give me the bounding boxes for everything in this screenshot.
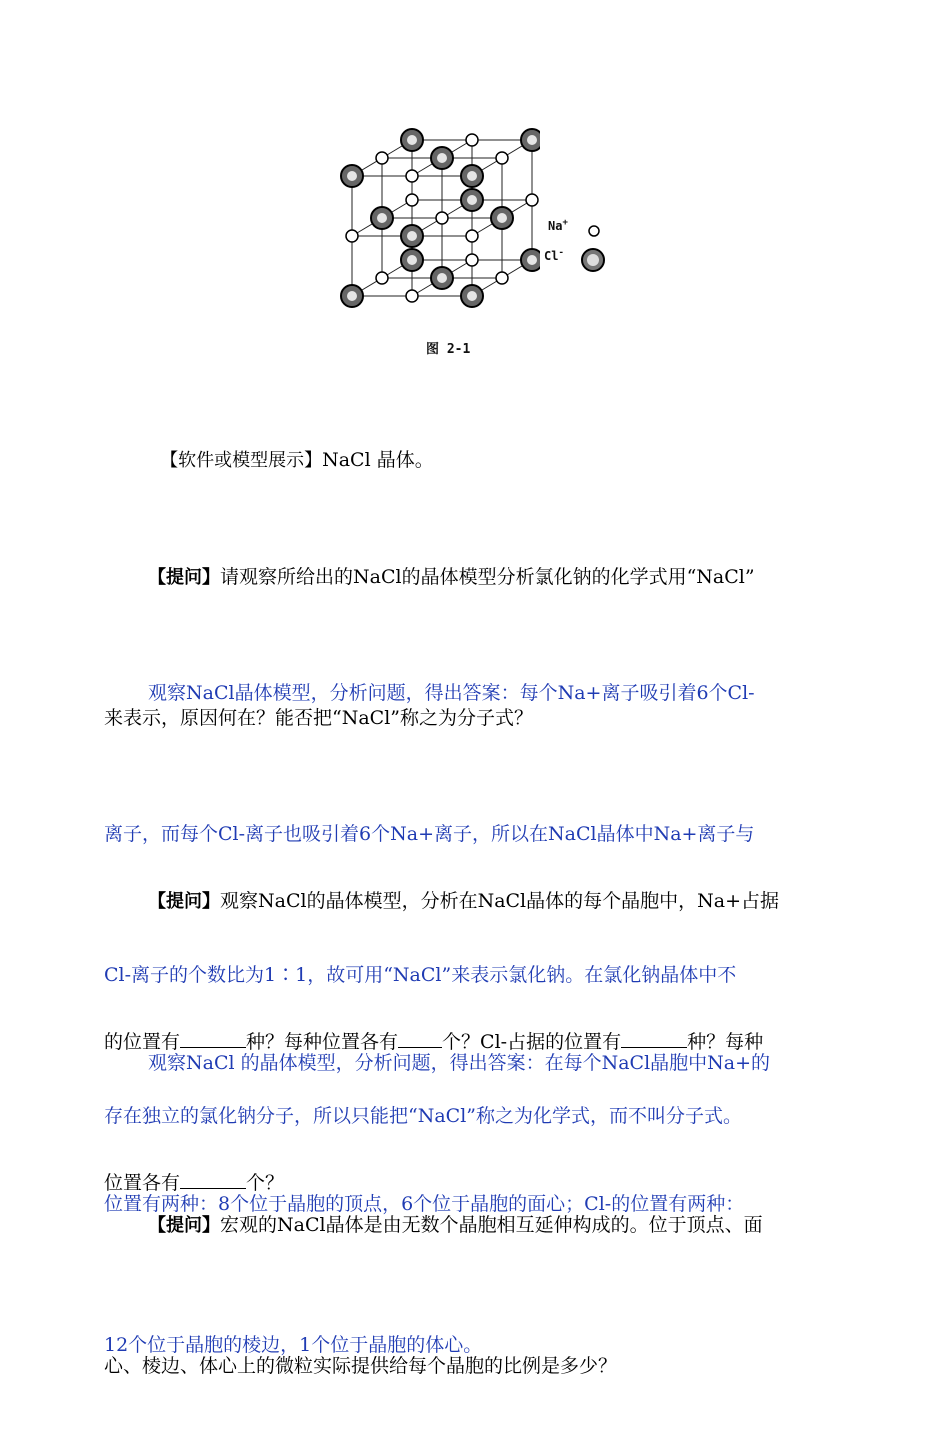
na-ion bbox=[466, 134, 478, 146]
na-ion bbox=[496, 152, 508, 164]
na-ion bbox=[346, 230, 358, 242]
text-line: 位置有两种：8个位于晶胞的顶点，6个位于晶胞的面心；Cl-的位置有两种： bbox=[104, 1193, 745, 1215]
question-tag: 【提问】 bbox=[148, 891, 220, 912]
na-legend-label: Na+ bbox=[548, 218, 568, 233]
cl-ion bbox=[431, 267, 453, 289]
cl-ion bbox=[461, 165, 483, 187]
cl-ion bbox=[371, 207, 393, 229]
text-line: 离子，而每个Cl-离子也吸引着6个Na+离子，所以在NaCl晶体中Na+离子与 bbox=[104, 823, 755, 845]
cl-ion bbox=[341, 285, 363, 307]
text-line: 存在独立的氯化钠分子，所以只能把“NaCl”称之为化学式，而不叫分子式。 bbox=[104, 1105, 742, 1127]
na-ion bbox=[436, 212, 448, 224]
text-span: 种？每种位置各有 bbox=[246, 1031, 399, 1053]
figure-caption: 图 2-1 bbox=[426, 342, 471, 357]
na-ion bbox=[376, 152, 388, 164]
na-ion bbox=[406, 170, 418, 182]
text-span: 种？每种 bbox=[687, 1031, 764, 1053]
cl-ion bbox=[431, 147, 453, 169]
na-legend-icon bbox=[584, 221, 604, 241]
na-ion bbox=[496, 272, 508, 284]
question-tag: 【提问】 bbox=[148, 567, 220, 588]
text-span: 位置各有 bbox=[104, 1172, 181, 1194]
cl-ion bbox=[521, 249, 540, 271]
question-tag: 【提问】 bbox=[148, 1215, 220, 1236]
text-span: 个？Cl-占据的位置有 bbox=[442, 1031, 622, 1053]
text-line: 来表示，原因何在？能否把“NaCl”称之为分子式？ bbox=[104, 707, 533, 729]
cl-legend-label: Cl- bbox=[544, 248, 564, 263]
text-line: 观察NaCl 的晶体模型，分析问题，得出答案：在每个NaCl晶胞中Na+的 bbox=[148, 1052, 771, 1074]
text-line: 观察NaCl晶体模型，分析问题，得出答案：每个Na+离子吸引着6个Cl- bbox=[148, 682, 755, 704]
na-ion bbox=[376, 272, 388, 284]
cl-ion bbox=[461, 285, 483, 307]
paragraph-question-3 bbox=[104, 1108, 844, 1437]
na-ion bbox=[406, 290, 418, 302]
text-span: 请观察所给出的NaCl的晶体模型分析氯化钠的化学式用“NaCl” bbox=[220, 566, 755, 588]
text-line bbox=[104, 878, 844, 925]
nacl-crystal-figure bbox=[330, 118, 620, 368]
text-line: 心、棱边、体心上的微粒实际提供给每个晶胞的比例是多少？ bbox=[104, 1355, 618, 1377]
cl-ion bbox=[401, 249, 423, 271]
section-tag: 【软件或模型展示】 bbox=[160, 450, 323, 471]
nacl-lattice-diagram bbox=[330, 118, 540, 318]
text-span: 宏观的NaCl晶体是由无数个晶胞相互延伸构成的。位于顶点、面 bbox=[220, 1214, 763, 1236]
cl-ion bbox=[341, 165, 363, 187]
na-ion bbox=[526, 194, 538, 206]
text-line: 12个位于晶胞的棱边，1个位于晶胞的体心。 bbox=[104, 1334, 483, 1356]
text-span: 个？ bbox=[246, 1172, 285, 1194]
cl-ion bbox=[491, 207, 513, 229]
text-span: 的位置有 bbox=[104, 1031, 181, 1053]
cl-ion bbox=[401, 129, 423, 151]
text-span: 观察NaCl的晶体模型，分析在NaCl晶体的每个晶胞中，Na+占据 bbox=[220, 890, 780, 912]
cl-legend-icon bbox=[579, 246, 607, 274]
na-ion bbox=[406, 194, 418, 206]
na-ion bbox=[466, 254, 478, 266]
paragraph-text: NaCl 晶体。 bbox=[322, 449, 434, 471]
cl-ion bbox=[521, 129, 540, 151]
cl-ion bbox=[461, 189, 483, 211]
na-ion bbox=[466, 230, 478, 242]
text-line: Cl-离子的个数比为1∶1，故可用“NaCl”来表示氯化钠。在氯化钠晶体中不 bbox=[104, 964, 737, 986]
text-line bbox=[104, 1202, 844, 1249]
cl-ion bbox=[401, 225, 423, 247]
